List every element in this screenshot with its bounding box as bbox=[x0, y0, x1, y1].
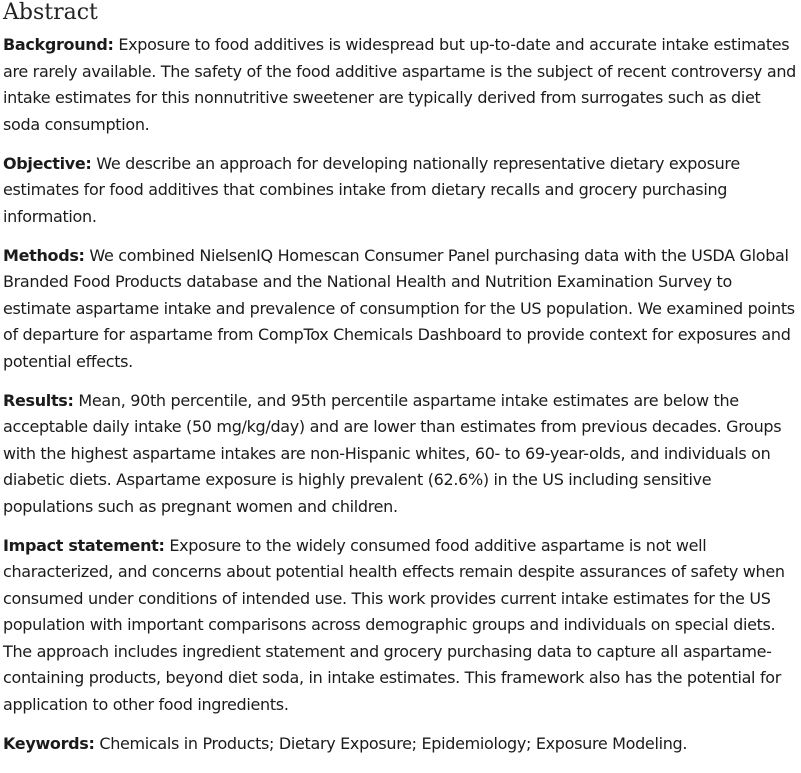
section-impact-statement-text: Exposure to the widely consumed food additive aspartame is not well characterized, and concerns about potential health effects remain despite assurances of safety when consumed under conditions of intended use. This work provides current intake estimates for the US population with important comparisons across demographic groups and individuals on special diets. The approach includes ingredient statement and grocery purchasing data to capture all aspartame-containing products, beyond diet soda, in intake estimates. This framework also has the potential for application to other food ingredients. bbox=[3, 535, 785, 714]
section-results-label: Results: bbox=[3, 390, 74, 410]
section-methods-text: We combined NielsenIQ Homescan Consumer Panel purchasing data with the USDA Global Branded Food Products database and the National Health and Nutrition Examination Survey to estimate aspartame intake and prevalence of consumption for the US population. We examined points of departure for aspartame from CompTox Chemicals Dashboard to provide context for exposures and potential effects. bbox=[3, 245, 795, 371]
abstract-heading: Abstract bbox=[3, 0, 98, 25]
section-keywords bbox=[3, 731, 801, 758]
section-methods bbox=[3, 243, 801, 376]
section-keywords-label: Keywords: bbox=[3, 733, 95, 753]
section-methods-label: Methods: bbox=[3, 245, 85, 265]
section-results bbox=[3, 388, 801, 521]
section-impact-statement-label: Impact statement: bbox=[3, 535, 165, 555]
section-objective bbox=[3, 151, 801, 231]
section-background bbox=[3, 32, 801, 138]
section-objective-label: Objective: bbox=[3, 153, 92, 173]
section-objective-text: We describe an approach for developing nationally representative dietary exposure estimates for food additives that combines intake from dietary recalls and grocery purchasing information. bbox=[3, 153, 740, 226]
section-keywords-text: Chemicals in Products; Dietary Exposure; Epidemiology; Exposure Modeling. bbox=[99, 733, 688, 753]
section-background-label: Background: bbox=[3, 35, 114, 54]
section-results-text: Mean, 90th percentile, and 95th percentile aspartame intake estimates are below the acceptable daily intake (50 mg/kg/day) and are lower than estimates from previous decades. Groups with the highest aspartame intakes are non-Hispanic whites, 60- to 69-year-olds, and individuals on diabetic diets. Aspartame exposure is highly prevalent (62.6%) in the US including sensitive populations such as pregnant women and children. bbox=[3, 390, 782, 516]
section-impact-statement bbox=[3, 533, 801, 719]
section-background-text: Exposure to food additives is widespread but up-to-date and accurate intake estimates are rarely available. The safety of the food additive aspartame is the subject of recent controversy and intake estimates for this nonnutritive sweetener are typically derived from surrogates such as diet soda consumption. bbox=[3, 35, 796, 134]
